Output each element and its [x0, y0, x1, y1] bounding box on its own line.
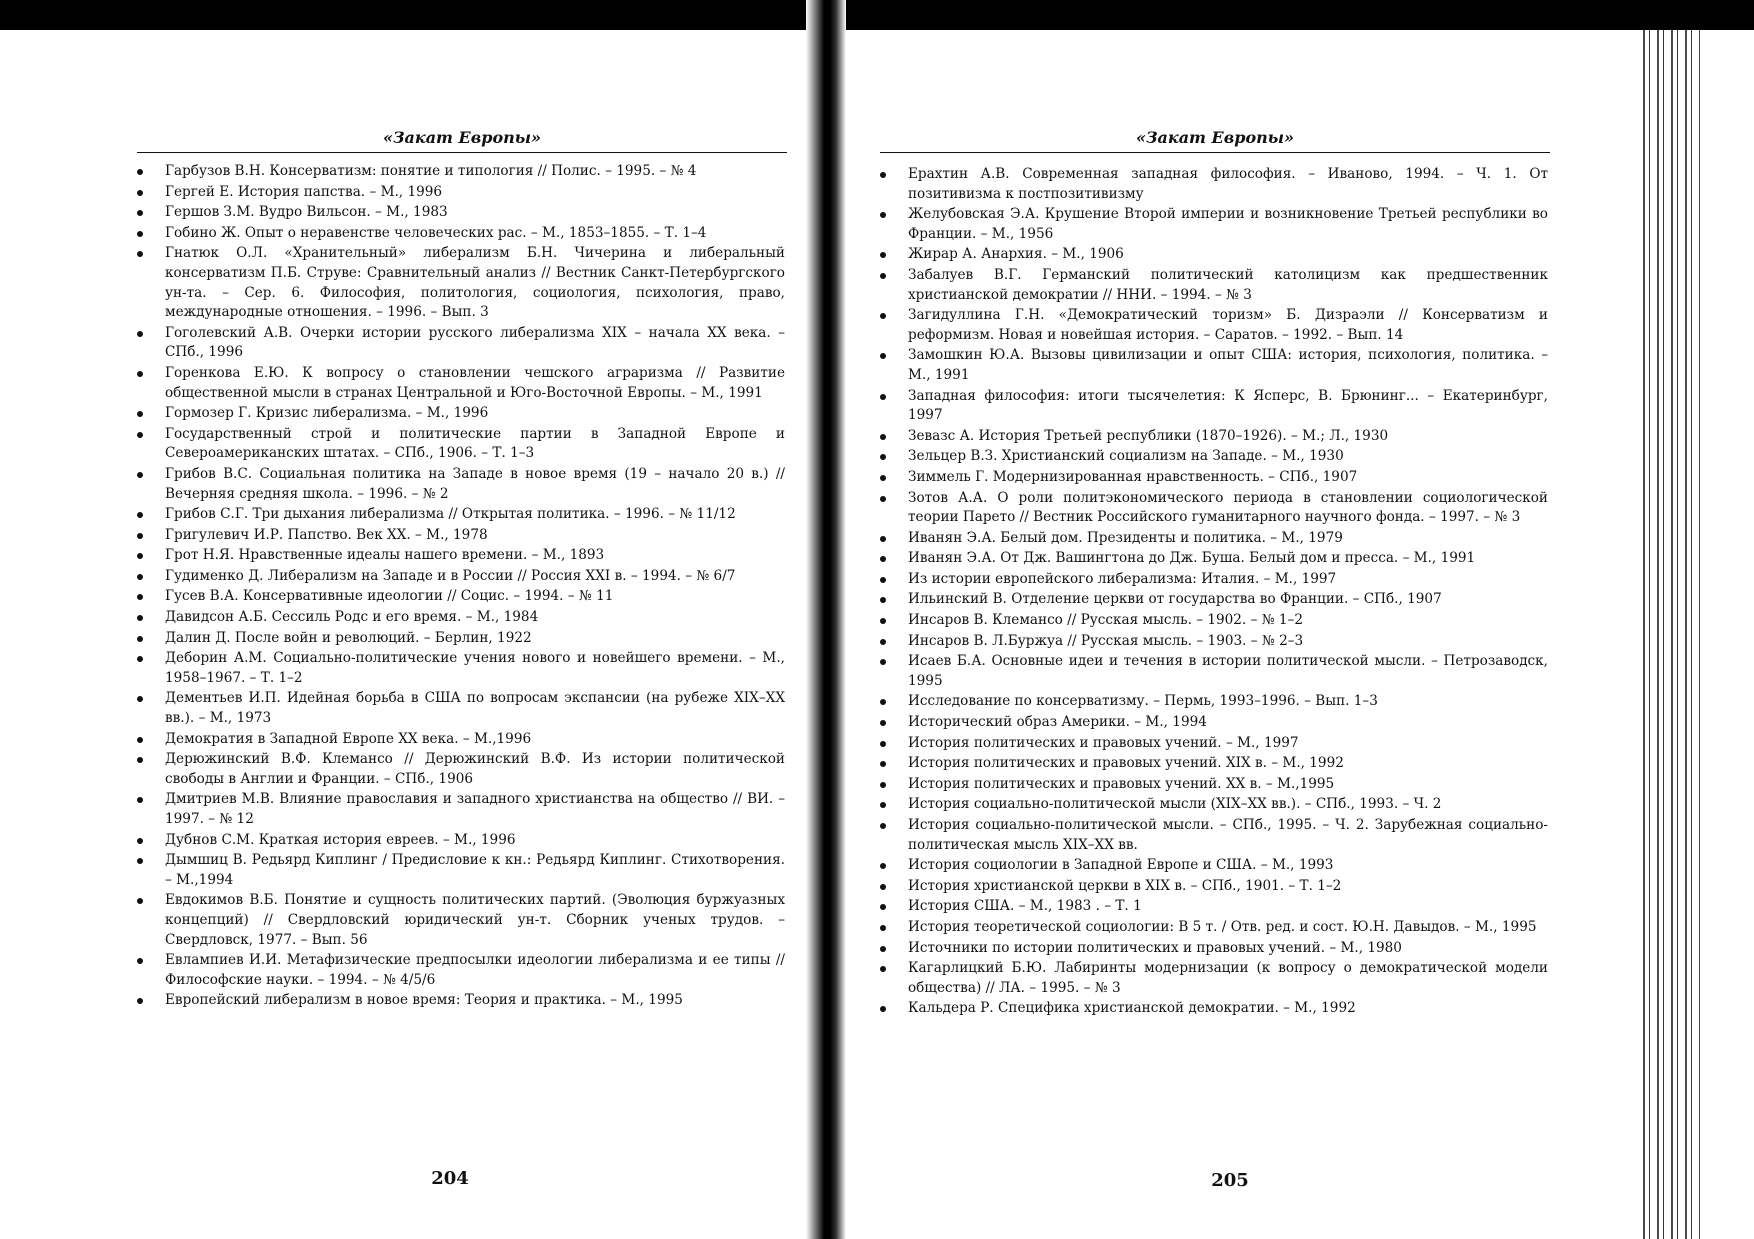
entry-text: Инсаров В. Л.Буржуа // Русская мысль. – 1903. – № 2–3 — [908, 632, 1304, 649]
right-page — [840, 30, 1652, 1239]
bullet-icon — [137, 231, 143, 237]
bibliography-entry — [137, 567, 785, 587]
bibliography-entry — [880, 165, 1548, 204]
bullet-icon — [880, 639, 886, 645]
book-spine-shadow — [806, 0, 846, 1239]
entry-text: Исторический образ Америки. – М., 1994 — [908, 714, 1207, 731]
entry-text: Гергей Е. История папства. – М., 1996 — [165, 183, 443, 200]
bullet-icon — [137, 898, 143, 904]
bullet-icon — [137, 432, 143, 438]
bullet-icon — [137, 958, 143, 964]
bibliography-entry — [880, 795, 1548, 815]
entry-text: Жирар А. Анархия. – М., 1906 — [908, 246, 1124, 263]
bibliography-entry — [137, 608, 785, 628]
entry-text: Гоголевский А.В. Очерки истории русского либерализма XIX – начала XX века. – СПб., 1996 — [165, 324, 785, 361]
entry-text: Инсаров В. Клемансо // Русская мысль. – 1902. – № 1–2 — [908, 612, 1303, 629]
entry-text: История политических и правовых учений. XIX в. – М., 1992 — [908, 755, 1344, 772]
entry-text: Гобино Ж. Опыт о неравенстве человеческих рас. – М., 1853–1855. – Т. 1–4 — [165, 224, 707, 241]
bibliography-entry — [880, 489, 1548, 528]
running-head: «Закат Европы» — [382, 128, 542, 147]
bibliography-entry — [137, 425, 785, 464]
bibliography-entry — [137, 465, 785, 504]
bullet-icon — [880, 496, 886, 502]
bullet-icon — [880, 823, 886, 829]
bullet-icon — [137, 858, 143, 864]
entry-text: Западная философия: итоги тысячелетия: К Ясперс, В. Брюнинг... – Екатеринбург, 1997 — [908, 387, 1548, 424]
page-number: 205 — [1211, 1170, 1249, 1191]
bullet-icon — [137, 594, 143, 600]
entry-text: Иванян Э.А. От Дж. Вашингтона до Дж. Буша. Белый дом и пресса. – М., 1991 — [908, 550, 1476, 567]
bibliography-entry — [137, 750, 785, 789]
entry-text: Государственный строй и политические партии в Западной Европе и Североамериканских штатах. – СПб., 1906. – Т. 1–3 — [165, 425, 785, 462]
entry-text: История социально-политической мысли. – СПб., 1995. – Ч. 2. Зарубежная социально-политическая мысль XIX–XX вв. — [908, 817, 1548, 853]
bullet-icon — [137, 838, 143, 844]
bullet-icon — [880, 454, 886, 460]
entry-text: История политических и правовых учений. XX в. – М.,1995 — [908, 775, 1335, 792]
entry-text: Зевазс А. История Третьей республики (1870–1926). – М.; Л., 1930 — [908, 427, 1389, 444]
bullet-icon — [880, 659, 886, 665]
bullet-icon — [880, 353, 886, 359]
entry-text: История теоретической социологии: В 5 т. / Отв. ред. и сост. Ю.Н. Давыдов. – М., 1995 — [908, 918, 1537, 935]
page-number: 204 — [431, 1168, 469, 1189]
entry-text: История социологии в Западной Европе и США. – М., 1993 — [908, 857, 1334, 874]
bullet-icon — [137, 998, 143, 1004]
bibliography-entry — [137, 505, 785, 525]
bibliography-entry — [880, 632, 1548, 652]
bibliography-entry — [137, 546, 785, 566]
bullet-icon — [137, 797, 143, 803]
bullet-icon — [137, 696, 143, 702]
bibliography-entry — [137, 183, 785, 203]
bullet-icon — [880, 699, 886, 705]
bibliography-entry — [880, 346, 1548, 385]
scan-margin — [1700, 30, 1754, 1239]
bibliography-entry — [880, 447, 1548, 467]
bullet-icon — [880, 946, 886, 952]
bullet-icon — [137, 574, 143, 580]
bibliography-entry — [880, 939, 1548, 959]
bibliography-entry — [880, 734, 1548, 754]
bibliography-entry — [137, 587, 785, 607]
entry-text: Гормозер Г. Кризис либерализма. – М., 1996 — [165, 405, 489, 422]
bibliography-entry — [137, 689, 785, 728]
bibliography-entry — [137, 324, 785, 363]
bullet-icon — [137, 251, 143, 257]
bullet-icon — [880, 761, 886, 767]
entry-text: История США. – М., 1983 . – Т. 1 — [908, 898, 1142, 915]
bullet-icon — [880, 904, 886, 910]
bibliography-entry — [880, 816, 1548, 855]
bullet-icon — [137, 411, 143, 417]
entry-text: Дмитриев М.В. Влияние православия и западного христианства на общество // ВИ. – 1997. – № 12 — [165, 791, 785, 827]
bullet-icon — [880, 618, 886, 624]
bullet-icon — [880, 720, 886, 726]
bullet-icon — [880, 434, 886, 440]
entry-text: Демократия в Западной Европе XX века. – М.,1996 — [165, 730, 532, 747]
bibliography-entry — [880, 959, 1548, 998]
entry-text: Дерюжинский В.Ф. Клемансо // Дерюжинский В.Ф. Из истории политической свободы в Англии и Франции. – СПб., 1906 — [165, 751, 785, 787]
bullet-icon — [880, 782, 886, 788]
entry-text: Зотов А.А. О роли политэкономического периода в становлении социологической теории Парето // Вестник Российского гуманитарного научного фонда. – 1997. – № 3 — [908, 489, 1548, 526]
entry-text: Деборин А.М. Социально-политические учения нового и новейшего времени. – М., 1958–1967. – Т. 1–2 — [165, 650, 785, 686]
entry-text: Замошкин Ю.А. Вызовы цивилизации и опыт США: история, психология, политика. – М., 1991 — [908, 347, 1548, 383]
entry-text: Грибов В.С. Социальная политика на Западе в новое время (19 – начало 20 в.) // Вечерняя средняя школа. – 1996. – № 2 — [165, 465, 785, 502]
bullet-icon — [137, 371, 143, 377]
bibliography-entry — [880, 692, 1548, 712]
entry-text: Зельцер В.З. Христианский социализм на Западе. – М., 1930 — [908, 448, 1344, 465]
bullet-icon — [137, 615, 143, 621]
entry-text: История социально-политической мысли (XIX–XX вв.). – СПб., 1993. – Ч. 2 — [908, 796, 1442, 813]
bullet-icon — [880, 925, 886, 931]
bibliography-entry — [137, 790, 785, 829]
bullet-icon — [880, 1006, 886, 1012]
entry-text: Кальдера Р. Специфика христианской демократии. – М., 1992 — [908, 1000, 1356, 1017]
bullet-icon — [137, 472, 143, 478]
bullet-icon — [880, 475, 886, 481]
entry-text: Давидсон А.Б. Сессиль Родс и его время. – М., 1984 — [165, 609, 539, 626]
entry-text: Грибов С.Г. Три дыхания либерализма // Открытая политика. – 1996. – № 11/12 — [165, 506, 736, 523]
entry-text: Гудименко Д. Либерализм на Западе и в России // Россия XXI в. – 1994. – № 6/7 — [165, 567, 736, 584]
bibliography-entry — [880, 549, 1548, 569]
entry-text: Забалуев В.Г. Германский политический католицизм как предшественник христианской демократии // ННИ. – 1994. – № 3 — [908, 266, 1548, 303]
bullet-icon — [880, 966, 886, 972]
bibliography-entry — [137, 730, 785, 750]
bibliography-entry — [880, 918, 1548, 938]
bibliography-entry — [137, 203, 785, 223]
header-rule — [137, 152, 787, 153]
entry-text: Далин Д. После войн и революций. – Берлин, 1922 — [165, 629, 532, 646]
bibliography-entry — [880, 590, 1548, 610]
bibliography-entry — [880, 387, 1548, 426]
bibliography-list — [880, 165, 1548, 1020]
bibliography-list — [137, 162, 785, 1012]
bullet-icon — [880, 863, 886, 869]
bibliography-entry — [137, 526, 785, 546]
entry-text: Ильинский В. Отделение церкви от государства во Франции. – СПб., 1907 — [908, 591, 1442, 608]
running-head: «Закат Европы» — [1135, 128, 1295, 147]
entry-text: Исследование по консерватизму. – Пермь, 1993–1996. – Вып. 1–3 — [908, 693, 1378, 710]
entry-text: Гарбузов В.Н. Консерватизм: понятие и типология // Полис. – 1995. – № 4 — [165, 163, 697, 179]
entry-text: Европейский либерализм в новое время: Теория и практика. – М., 1995 — [165, 992, 683, 1009]
entry-text: Гершов З.М. Вудро Вильсон. – М., 1983 — [165, 204, 448, 221]
bullet-icon — [880, 802, 886, 808]
entry-text: Ерахтин А.В. Современная западная философия. – Иваново, 1994. – Ч. 1. От позитивизма к постпозитивизму — [908, 166, 1548, 202]
bullet-icon — [880, 884, 886, 890]
entry-text: Дымшиц В. Редьярд Киплинг / Предисловие к кн.: Редьярд Киплинг. Стихотворения. – М.,1994 — [165, 852, 785, 888]
bibliography-entry — [880, 713, 1548, 733]
bullet-icon — [137, 757, 143, 763]
bibliography-entry — [137, 831, 785, 851]
entry-text: Дементьев И.П. Идейная борьба в США по вопросам экспансии (на рубеже XIX–XX вв.). – М., 1973 — [165, 690, 785, 727]
bibliography-entry — [880, 306, 1548, 345]
bibliography-entry — [137, 991, 785, 1011]
entry-text: Кагарлицкий Б.Ю. Лабиринты модернизации (к вопросу о демократической модели общества) // ЛА. – 1995. – № 3 — [908, 960, 1548, 996]
bibliography-entry — [137, 224, 785, 244]
bibliography-entry — [880, 266, 1548, 305]
bibliography-entry — [880, 897, 1548, 917]
entry-text: Иванян Э.А. Белый дом. Президенты и политика. – М., 1979 — [908, 529, 1343, 546]
bibliography-entry — [880, 754, 1548, 774]
bibliography-entry — [880, 570, 1548, 590]
scan-top-border — [0, 0, 1754, 30]
bibliography-entry — [880, 999, 1548, 1019]
bibliography-entry — [880, 245, 1548, 265]
entry-text: Желубовская Э.А. Крушение Второй империи и возникновение Третьей республики во Франции. – М., 1956 — [908, 206, 1548, 242]
bibliography-entry — [137, 951, 785, 990]
bullet-icon — [137, 656, 143, 662]
bibliography-entry — [880, 529, 1548, 549]
entry-text: Загидуллина Г.Н. «Демократический торизм» Б. Дизраэли // Консерватизм и реформизм. Новая и новейшая история. – Саратов. – 1992. – Вып. 14 — [908, 307, 1548, 343]
bibliography-entry — [880, 611, 1548, 631]
bullet-icon — [880, 172, 886, 178]
left-page — [0, 30, 812, 1239]
entry-text: Евдокимов В.Б. Понятие и сущность политических партий. (Эволюция буржуазных концепций) // Свердловский юридический ун-т. Сборник ученых трудов. – Свердловск, 1977. – Вып. 56 — [165, 892, 785, 948]
entry-text: Гусев В.А. Консервативные идеологии // Социс. – 1994. – № 11 — [165, 588, 614, 605]
bullet-icon — [137, 636, 143, 642]
entry-text: Грот Н.Я. Нравственные идеалы нашего времени. – М., 1893 — [165, 547, 605, 564]
bullet-icon — [880, 741, 886, 747]
bibliography-entry — [880, 877, 1548, 897]
bibliography-entry — [880, 856, 1548, 876]
entry-text: Источники по истории политических и правовых учений. – М., 1980 — [908, 939, 1402, 956]
bibliography-entry — [880, 652, 1548, 691]
bibliography-entry — [137, 244, 785, 322]
bullet-icon — [880, 313, 886, 319]
bullet-icon — [880, 212, 886, 218]
bullet-icon — [137, 169, 143, 175]
bibliography-entry — [880, 468, 1548, 488]
bullet-icon — [137, 331, 143, 337]
bullet-icon — [880, 536, 886, 542]
entry-text: История христианской церкви в XIX в. – СПб., 1901. – Т. 1–2 — [908, 877, 1342, 894]
bullet-icon — [137, 210, 143, 216]
bullet-icon — [880, 252, 886, 258]
bibliography-entry — [137, 629, 785, 649]
entry-text: История политических и правовых учений. – М., 1997 — [908, 734, 1299, 751]
entry-text: Горенкова Е.Ю. К вопросу о становлении чешского аграризма // Развитие общественной мысли в странах Центральной и Юго-Восточной Европы. – М., 1991 — [165, 364, 785, 401]
bibliography-entry — [880, 427, 1548, 447]
entry-text: Гнатюк О.Л. «Хранительный» либерализм Б.Н. Чичерина и либеральный консерватизм П.Б. Струве: Сравнительный анализ // Вестник Санкт-Петербургского ун-та. – Сер. 6. Философия, политология, социология, психология, право, международные отношения. – 1996. – Вып. 3 — [165, 245, 785, 321]
bullet-icon — [880, 577, 886, 583]
bullet-icon — [137, 512, 143, 518]
bullet-icon — [137, 553, 143, 559]
bibliography-entry — [137, 649, 785, 688]
entry-text: Григулевич И.Р. Папство. Век XX. – М., 1978 — [165, 526, 488, 543]
bullet-icon — [880, 556, 886, 562]
entry-text: Евлампиев И.И. Метафизические предпосылки идеологии либерализма и ее типы // Философские науки. – 1994. – № 4/5/6 — [165, 952, 785, 988]
bibliography-entry — [137, 364, 785, 403]
bibliography-entry — [137, 891, 785, 950]
bibliography-entry — [880, 205, 1548, 244]
header-rule — [880, 152, 1550, 153]
bibliography-entry — [137, 162, 785, 182]
bullet-icon — [137, 737, 143, 743]
entry-text: Исаев Б.А. Основные идеи и течения в истории политической мысли. – Петрозаводск, 1995 — [908, 653, 1548, 689]
bibliography-entry — [137, 851, 785, 890]
bibliography-entry — [137, 404, 785, 424]
bullet-icon — [880, 597, 886, 603]
bullet-icon — [137, 533, 143, 539]
entry-text: Дубнов С.М. Краткая история евреев. – М., 1996 — [165, 831, 516, 848]
bullet-icon — [137, 190, 143, 196]
entry-text: Зиммель Г. Модернизированная нравственность. – СПб., 1907 — [908, 468, 1358, 485]
bullet-icon — [880, 273, 886, 279]
bullet-icon — [880, 394, 886, 400]
entry-text: Из истории европейского либерализма: Италия. – М., 1997 — [908, 570, 1337, 587]
bibliography-entry — [880, 775, 1548, 795]
